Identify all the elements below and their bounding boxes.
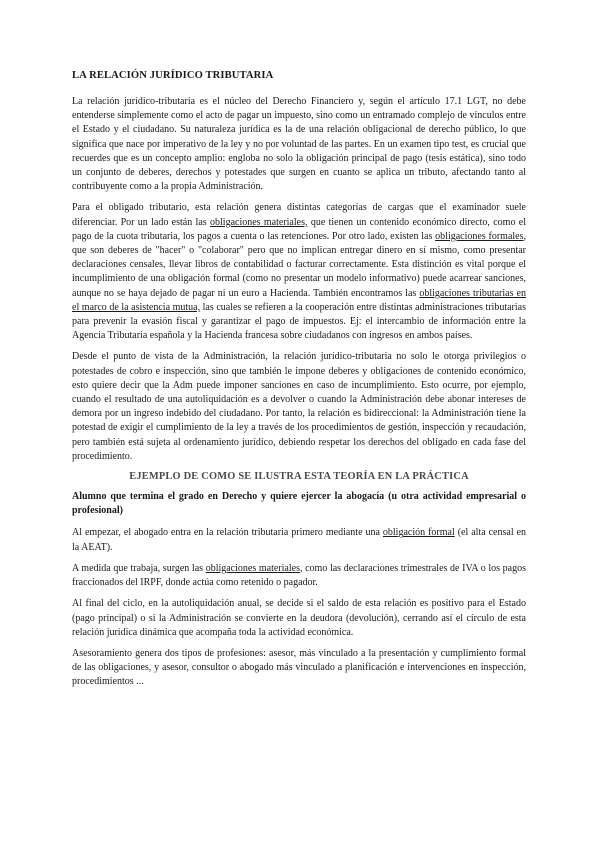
text-run: , que son deberes de "hacer" o "colaborar" pero que no implican entregar dinero en sí mismo, como presentar declaraciones censales, llevar libros de contabilidad o facturar correctamente. Esta distinción es vital porque el incumplimiento de una obligación formal (como no presentar un modelo informativo) puede acarrear sanciones, aunque no se haya dejado de pagar ni un euro a Hacienda. También encontramos las (72, 230, 526, 299)
underlined-term: obligación formal (382, 527, 455, 539)
document-title: LA RELACIÓN JURÍDICO TRIBUTARIA (72, 70, 274, 81)
underlined-term: obligaciones materiales (205, 562, 300, 574)
obligations-paragraph (72, 201, 526, 343)
text-run: que tienen un contenido económico directo, como el pago de la cuota tributaria, los pagos a cuenta o las retenciones. Por otro lado, existen las (72, 216, 527, 242)
section-subheading: EJEMPLO DE COMO SE ILUSTRA ESTA TEORÍA EN LA PRÁCTICA (129, 471, 469, 483)
advisory-paragraph: Asesoramiento genera dos tipos de profesiones: asesor, más vinculado a la presentación y cumplimiento formal de las obligaciones, y asesor, consultor o abogado más vinculado a planificación e intervenciones en inspección, procedimientos ... (72, 647, 526, 688)
example-paragraph-work (72, 562, 526, 590)
underlined-term: obligaciones formales (435, 230, 524, 242)
text-run: , como las declaraciones trimestrales de IVA o los pagos fraccionados del IRPF, donde actúa como retenido o pagador. (72, 562, 526, 589)
underlined-term: obligaciones materiales, (210, 216, 308, 228)
text-run: A medida que trabaja, surgen las (72, 562, 206, 574)
underlined-term: obligaciones tributarias en el marco de la asistencia mutua, (72, 287, 526, 313)
text-run: Para el obligado tributario, esta relación genera distintas categorías de cargas que el examinador suele diferenciar. Por un lado están las (72, 202, 526, 228)
example-paragraph-start (72, 526, 526, 554)
administration-paragraph: Desde el punto de vista de la Administración, la relación jurídico-tributaria no solo le otorga privilegios o potestades de cobro e inspección, sino que también le impone deberes y obligaciones de contenido económico, esto quiere decir que la Adm puede imponer sanciones en caso de incumplimiento. Esto ocurre, por ejemplo, cuando el resultado de una autoliquidación es a devolver o cuando la Administración debe abonar intereses de demora por un ingreso indebido del ciudadano. Por tanto, la relación es bidireccional: la Administración tiene la potestad de exigir el cumplimiento de la ley a través de los procedimientos de gestión, inspección y recaudación, pero también está sujeta al ordenamiento jurídico, debiendo respetar los derechos del obligado en cada fase del procedimiento. (72, 351, 526, 462)
text-run: Al empezar, el abogado entra en la relación tributaria primero mediante una (72, 527, 383, 539)
example-paragraph-end: Al final del ciclo, en la autoliquidación anual, se decide si el saldo de esta relación es positivo para el Estado (pago principal) o si la Administración se convierte en la deudora (devolución), cerrando así el círculo de esta relación jurídica dinámica que acompaña toda la actividad económica. (72, 598, 526, 638)
text-run: las cuales se refieren a la cooperación entre distintas administraciones tributarias para prevenir la evasión fiscal y garantizar el pago de impuestos. Ej: el intercambio de información entre la Agencia Tributaria española y la Hacienda francesa sobre ciudadanos con ingresos en ambos países. (72, 301, 526, 342)
intro-paragraph: La relación jurídico-tributaria es el núcleo del Derecho Financiero y, según el artículo 17.1 LGT, no debe entenderse simplemente como el acto de pagar un impuesto, sino como un entramado complejo de vínculos entre el Estado y el ciudadano. Su naturaleza jurídica es la de una relación obligacional de derecho público, lo que significa que nace por imperativo de la ley y no por voluntad de las partes. En un examen tipo test, es crucial que recuerdes que es un concepto amplio: engloba no solo la obligación principal de pago (tesis estática), sino todo un conjunto de deberes, derechos y potestades que surgen en cuanto se aplica un tributo, afectando tanto al contribuyente como a la propia Administración. (72, 96, 526, 193)
example-heading: Alumno que termina el grado en Derecho y quiere ejercer la abogacía (u otra actividad empresarial o profesional) (72, 491, 526, 517)
text-run: (el alta censal en la AEAT). (72, 527, 527, 553)
